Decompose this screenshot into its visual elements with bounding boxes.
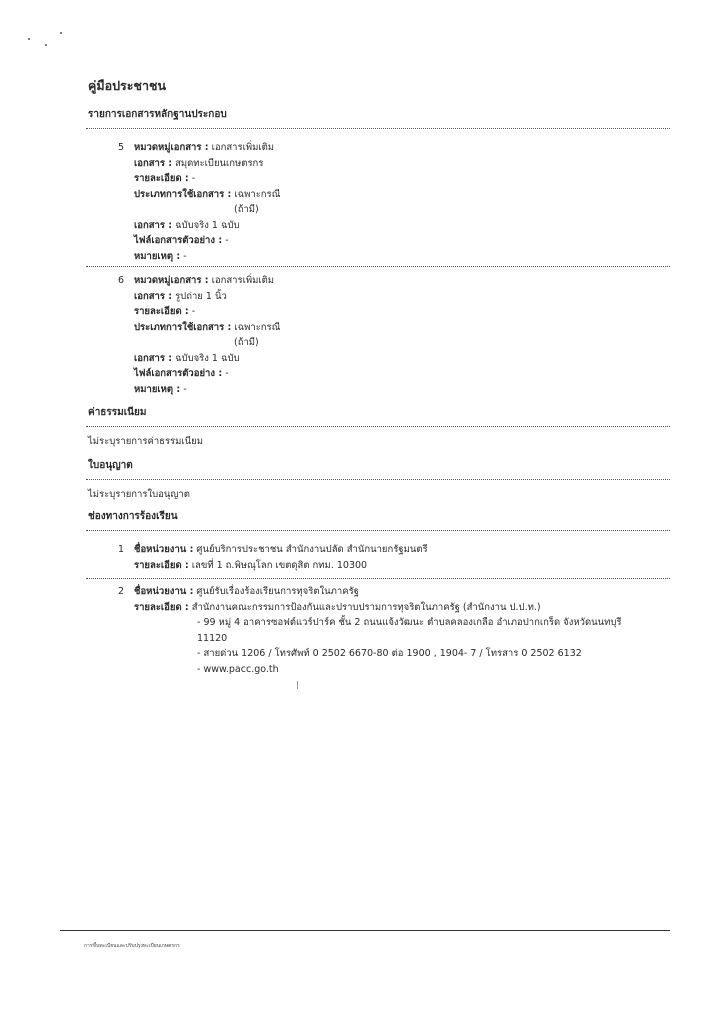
- detail-label: รายละเอียด :: [134, 601, 189, 613]
- detail-value: -: [191, 173, 196, 184]
- document-label: เอกสาร :: [134, 157, 173, 169]
- note-value: -: [183, 250, 187, 262]
- section-divider: [86, 426, 670, 427]
- license-text: ไม่ระบุรายการใบอนุญาต: [88, 489, 190, 500]
- scan-speck: [60, 32, 62, 34]
- usage-type-value: เฉพาะกรณี: [234, 321, 281, 333]
- section-title-license: ใบอนุญาต: [88, 460, 133, 471]
- copy-value: ฉบับจริง 1 ฉบับ: [175, 352, 240, 364]
- fees-text: ไม่ระบุรายการค่าธรรมเนียม: [88, 436, 203, 447]
- document-label: เอกสาร :: [134, 290, 173, 302]
- section-title-fees: ค่าธรรมเนียม: [88, 407, 147, 418]
- usage-note: (ถ้ามี): [234, 204, 259, 215]
- note-value: -: [183, 383, 187, 395]
- detail-line: - สายด่วน 1206 / โทรศัพท์ 0 2502 6670-80 ต่อ 1900 , 1904- 7 / โทรสาร 0 2502 6132: [197, 648, 582, 659]
- usage-type-label: ประเภทการใช้เอกสาร :: [134, 321, 232, 333]
- scan-speck: [28, 38, 30, 40]
- entry-number: 1: [118, 544, 125, 555]
- scan-speck: [45, 44, 47, 46]
- entry-divider: [86, 266, 670, 267]
- footer-text: การขึ้นทะเบียนและปรับปรุงทะเบียนเกษตรกร: [84, 943, 180, 949]
- section-divider: [86, 128, 670, 129]
- section-title-complaint: ช่องทางการร้องเรียน: [88, 511, 178, 522]
- scan-mark: [297, 681, 298, 689]
- category-value: เอกสารเพิ่มเติม: [211, 142, 275, 153]
- note-label: หมายเหตุ :: [134, 250, 181, 262]
- document-value: รูปถ่าย 1 นิ้ว: [175, 290, 227, 302]
- category-value: เอกสารเพิ่มเติม: [211, 275, 275, 286]
- document-label: เอกสาร :: [134, 219, 173, 231]
- detail-label: รายละเอียด :: [134, 173, 189, 184]
- document-label: เอกสาร :: [134, 352, 173, 364]
- detail-line: - 99 หมู่ 4 อาคารซอฟต์แวร์ปาร์ค ชั้น 2 ถนนแจ้งวัฒนะ ตำบลคลองเกลือ อำเภอปากเกร็ด จังหวัดนนทบุรี: [197, 617, 622, 628]
- note-label: หมายเหตุ :: [134, 383, 181, 395]
- document-entry: [118, 140, 280, 264]
- usage-note: (ถ้ามี): [234, 337, 259, 348]
- detail-label: รายละเอียด :: [134, 306, 189, 317]
- category-label: หมวดหมู่เอกสาร :: [134, 142, 209, 153]
- agency-name-value: ศูนย์รับเรื่องร้องเรียนการทุจริตในภาครัฐ: [196, 586, 359, 597]
- detail-label: รายละเอียด :: [134, 559, 189, 571]
- complaint-entry: [118, 584, 622, 677]
- sample-file-value: -: [225, 235, 229, 246]
- entry-divider: [86, 578, 670, 579]
- detail-line: 11120: [197, 632, 228, 644]
- document-value: สมุดทะเบียนเกษตรกร: [175, 157, 264, 169]
- copy-value: ฉบับจริง 1 ฉบับ: [175, 219, 240, 231]
- sample-file-label: ไฟล์เอกสารตัวอย่าง :: [134, 235, 223, 246]
- document-entry: [118, 273, 280, 397]
- sample-file-value: -: [225, 368, 229, 379]
- document-title: คู่มือประชาชน: [88, 78, 167, 93]
- category-label: หมวดหมู่เอกสาร :: [134, 275, 209, 286]
- sample-file-label: ไฟล์เอกสารตัวอย่าง :: [134, 368, 223, 379]
- agency-name-label: ชื่อหน่วยงาน :: [134, 544, 194, 555]
- section-divider: [86, 479, 670, 480]
- usage-type-label: ประเภทการใช้เอกสาร :: [134, 188, 232, 200]
- detail-value: -: [191, 306, 196, 317]
- detail-line: - www.pacc.go.th: [197, 663, 279, 675]
- entry-number: 2: [118, 586, 125, 597]
- detail-value: สำนักงานคณะกรรมการป้องกันและปราบปรามการทุจริตในภาครัฐ (สำนักงาน ป.ป.ท.): [191, 601, 541, 613]
- entry-number: 6: [118, 275, 125, 286]
- agency-name-label: ชื่อหน่วยงาน :: [134, 586, 194, 597]
- section-divider: [86, 530, 670, 531]
- usage-type-value: เฉพาะกรณี: [234, 188, 281, 200]
- footer-divider: [60, 930, 670, 931]
- section-title-evidence: รายการเอกสารหลักฐานประกอบ: [88, 109, 227, 120]
- agency-name-value: ศูนย์บริการประชาชน สำนักงานปลัด สำนักนายกรัฐมนตรี: [196, 544, 428, 555]
- entry-number: 5: [118, 142, 125, 153]
- complaint-entry: [118, 542, 428, 573]
- detail-value: เลขที่ 1 ถ.พิษณุโลก เขตดุสิต กทม. 10300: [191, 559, 368, 571]
